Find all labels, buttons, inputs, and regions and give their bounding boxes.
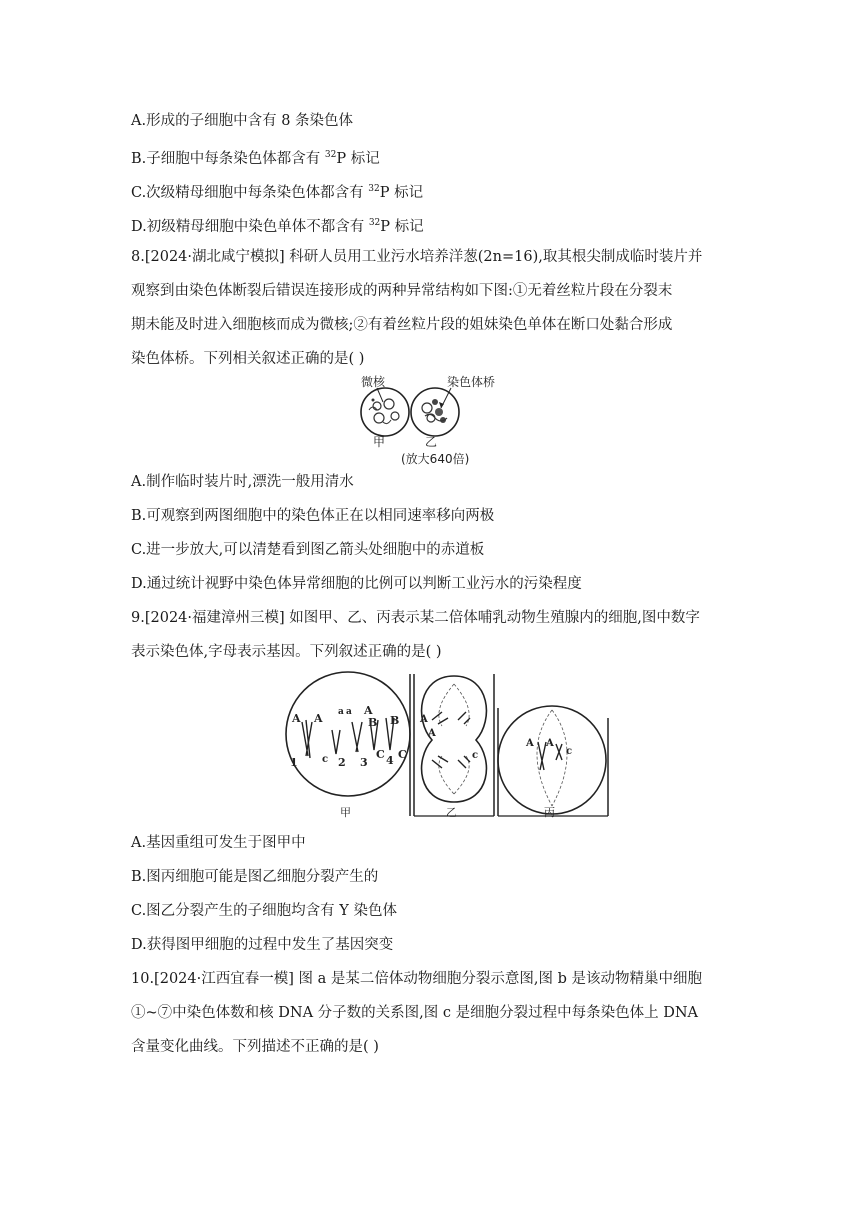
- gene-label-A-3: A: [364, 704, 373, 717]
- q7-option-a: A.形成的子细胞中含有 8 条染色体: [131, 113, 354, 129]
- gene-label-a-2: a: [346, 707, 352, 717]
- cell-yi-outline: [422, 676, 487, 802]
- q8-option-c: C.进一步放大,可以清楚看到图乙箭头处细胞中的赤道板: [131, 542, 485, 558]
- label-micronucleus: 微核: [361, 375, 386, 389]
- q7-option-d: D.初级精母细胞中染色单体不都含有 $^{32}$P 标记: [131, 218, 424, 235]
- gene-label-c-bing: c: [566, 746, 573, 757]
- gene-label-A-bing-1: A: [526, 738, 534, 749]
- panel-jia: [286, 672, 410, 819]
- gene-label-A-yi-2: A: [428, 728, 436, 739]
- q9-option-b: B.图丙细胞可能是图乙细胞分裂产生的: [131, 869, 379, 885]
- label-yi: 乙: [425, 435, 438, 449]
- q8-stem-line-1: 8.[2024·湖北咸宁模拟] 科研人员用工业污水培养洋葱(2n=16),取其根尖制成临时装片并: [131, 249, 703, 265]
- gene-label-A-yi-1: A: [420, 714, 428, 725]
- q9-option-a: A.基因重组可发生于图甲中: [131, 835, 306, 851]
- micronucleus-pointer: [377, 388, 383, 402]
- q9-option-c: C.图乙分裂产生的子细胞均含有 Y 染色体: [131, 903, 397, 919]
- cell-jia-outline: [361, 388, 409, 436]
- chromosome-number-2: 2: [338, 756, 346, 769]
- gene-label-B-1: B: [368, 716, 378, 729]
- q7-option-b: B.子细胞中每条染色体都含有 $^{32}$P 标记: [131, 150, 380, 167]
- q8-stem-line-4: 染色体桥。下列相关叙述正确的是( ): [131, 351, 365, 367]
- chromosome-number-3: 3: [360, 756, 368, 769]
- q8-figure: [355, 372, 515, 466]
- gene-label-A-2: A: [314, 712, 323, 725]
- gene-label-C-2: C: [398, 748, 407, 761]
- q10-stem-line-2: ①~⑦中染色体数和核 DNA 分子数的关系图,图 c 是细胞分裂过程中每条染色体上 DNA: [131, 1005, 698, 1021]
- q9-stem-line-1: 9.[2024·福建漳州三模] 如图甲、乙、丙表示某二倍体哺乳动物生殖腺内的细胞,图中数字: [131, 610, 700, 626]
- panel-bing: [498, 706, 608, 819]
- panel-label-yi: 乙: [446, 806, 457, 819]
- gene-label-A-bing-2: A: [546, 738, 554, 749]
- figure-caption: (放大640倍): [401, 452, 470, 466]
- label-jia: 甲: [373, 435, 386, 449]
- q7-option-c: C.次级精母细胞中每条染色体都含有 $^{32}$P 标记: [131, 184, 424, 201]
- q8-option-b: B.可观察到两图细胞中的染色体正在以相同速率移向两极: [131, 508, 495, 524]
- q8-stem-line-3: 期未能及时进入细胞核而成为微核;②有着丝粒片段的姐妹染色单体在断口处黏合形成: [131, 317, 673, 333]
- gene-label-c-1: c: [322, 754, 329, 765]
- q9-option-d: D.获得图甲细胞的过程中发生了基因突变: [131, 937, 394, 953]
- q8-stem-line-2: 观察到由染色体断裂后错误连接形成的两种异常结构如下图:①无着丝粒片段在分裂末: [131, 283, 673, 299]
- gene-label-a-1: a: [338, 707, 344, 717]
- gene-label-c-yi: c: [472, 750, 479, 761]
- label-chromosome-bridge: 染色体桥: [447, 375, 496, 389]
- chromosome-number-1: 1: [290, 756, 298, 769]
- chromosome-number-4: 4: [386, 754, 394, 767]
- q9-figure: [282, 670, 612, 826]
- gene-label-B-2: B: [390, 714, 400, 727]
- q10-stem-line-3: 含量变化曲线。下列描述不正确的是( ): [131, 1039, 379, 1055]
- q9-stem-line-2: 表示染色体,字母表示基因。下列叙述正确的是( ): [131, 644, 442, 660]
- q10-stem-line-1: 10.[2024·江西宜春一模] 图 a 是某二倍体动物细胞分裂示意图,图 b 是该动物精巢中细胞: [131, 971, 702, 987]
- cell-bing-circle: [498, 706, 606, 814]
- q8-option-d: D.通过统计视野中染色体异常细胞的比例可以判断工业污水的污染程度: [131, 576, 582, 592]
- panel-label-jia: 甲: [340, 806, 351, 819]
- q8-option-a: A.制作临时装片时,漂洗一般用清水: [131, 474, 354, 490]
- panel-yi: [414, 674, 494, 819]
- panel-label-bing: 丙: [544, 806, 555, 819]
- gene-label-C-1: C: [376, 748, 385, 761]
- gene-label-A-1: A: [292, 712, 301, 725]
